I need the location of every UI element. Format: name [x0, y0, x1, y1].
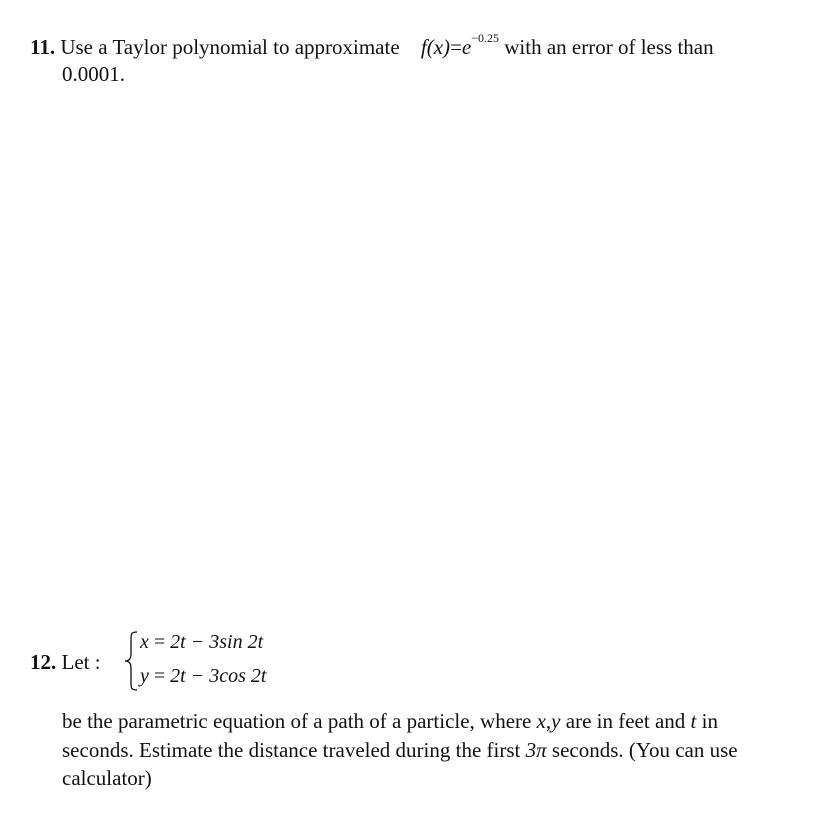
- problem-11-text: Use a Taylor polynomial to approximate: [60, 35, 400, 59]
- formula-lhs: f(x): [420, 35, 451, 59]
- formula-equals: =: [450, 35, 462, 59]
- formula-exponent: −0.25: [471, 31, 500, 45]
- problem-12-number: 12.: [30, 650, 57, 674]
- variables-xy: x,y: [536, 709, 561, 733]
- problem-11-formula: [421, 29, 499, 60]
- problem-12-let: Let :: [61, 650, 101, 674]
- problem-11-text-after: with an error of less than: [504, 35, 714, 59]
- problem-11-tolerance: 0.0001.: [62, 62, 125, 86]
- problem-12-description: be the parametric equation of a path of a particle, where x,y are in feet and t in seconds. Estimate the distance traveled during the first 3π seconds. (You can use calculator): [62, 709, 738, 790]
- problem-11-statement: [30, 29, 714, 60]
- formula-base: e: [461, 35, 472, 59]
- left-brace-icon: [124, 630, 140, 692]
- time-value: 3π: [525, 737, 547, 762]
- variable-t: t: [690, 709, 697, 733]
- problem-11-number: 11.: [30, 35, 56, 59]
- problem-12-label: [30, 650, 101, 674]
- parametric-equation-y: y = 2t − 3cos 2t: [140, 665, 267, 687]
- parametric-equation-x: x = 2t − 3sin 2t: [140, 631, 264, 653]
